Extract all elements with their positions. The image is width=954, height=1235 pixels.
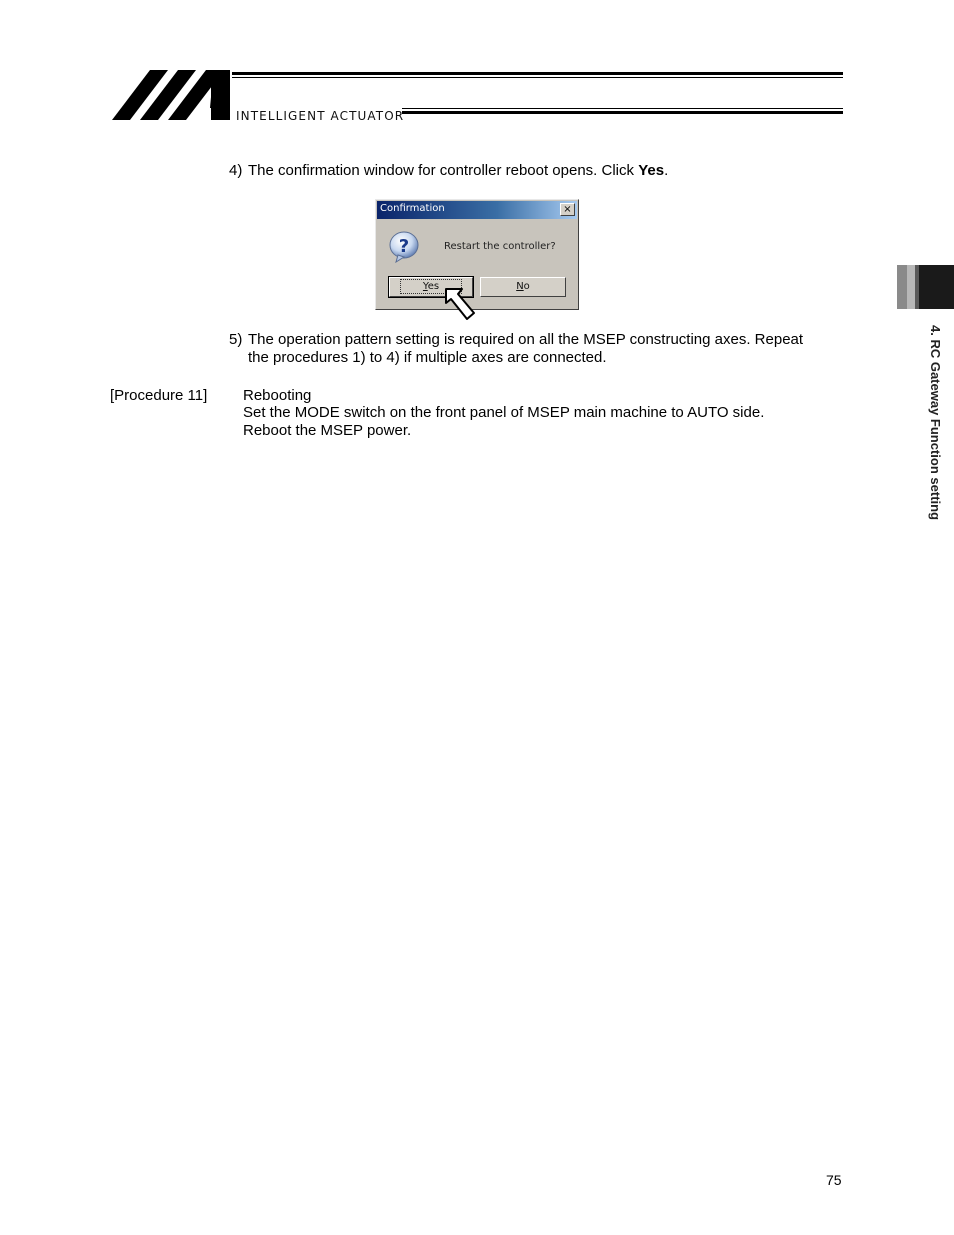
procedure-line2: Reboot the MSEP power. — [243, 422, 412, 439]
step-text-line1: The operation pattern setting is required on all the MSEP constructing axes. Repeat — [248, 331, 804, 348]
procedure-line1: Set the MODE switch on the front panel of MSEP main machine to AUTO side. — [243, 404, 765, 421]
step-text — [248, 162, 668, 180]
page-number: 75 — [826, 1172, 842, 1188]
logo-text: INTELLIGENT ACTUATOR — [236, 109, 405, 123]
confirmation-dialog — [375, 199, 579, 310]
question-icon — [388, 231, 420, 263]
no-mnemonic: N — [516, 281, 524, 292]
dialog-title: Confirmation — [380, 203, 445, 214]
yes-rest: es — [427, 281, 440, 292]
step-text-end: . — [664, 162, 669, 179]
dialog-titlebar — [377, 201, 577, 219]
step-number: 5) — [229, 331, 243, 348]
step-4 — [229, 162, 829, 180]
close-button[interactable]: × — [560, 203, 575, 216]
step-text-part: The confirmation window for controller reboot opens. Click — [248, 162, 639, 179]
step-number: 4) — [229, 162, 243, 179]
step-text-line2: the procedures 1) to 4) if multiple axes are connected. — [248, 349, 607, 366]
no-button[interactable] — [480, 277, 566, 297]
chapter-tab — [897, 265, 954, 309]
step-bold-yes: Yes — [638, 162, 665, 179]
no-rest: o — [523, 281, 530, 292]
step-5 — [229, 331, 839, 367]
svg-text:?: ? — [398, 236, 410, 257]
procedure-label: [Procedure 11] — [110, 387, 208, 404]
chapter-label: 4. RC Gateway Function setting — [928, 325, 943, 521]
yes-mnemonic: Y — [422, 281, 428, 292]
dialog-message: Restart the controller? — [444, 241, 556, 252]
iai-logo — [110, 68, 845, 126]
pointer-arrow-icon — [443, 286, 477, 322]
procedure-title: Rebooting — [243, 387, 312, 404]
